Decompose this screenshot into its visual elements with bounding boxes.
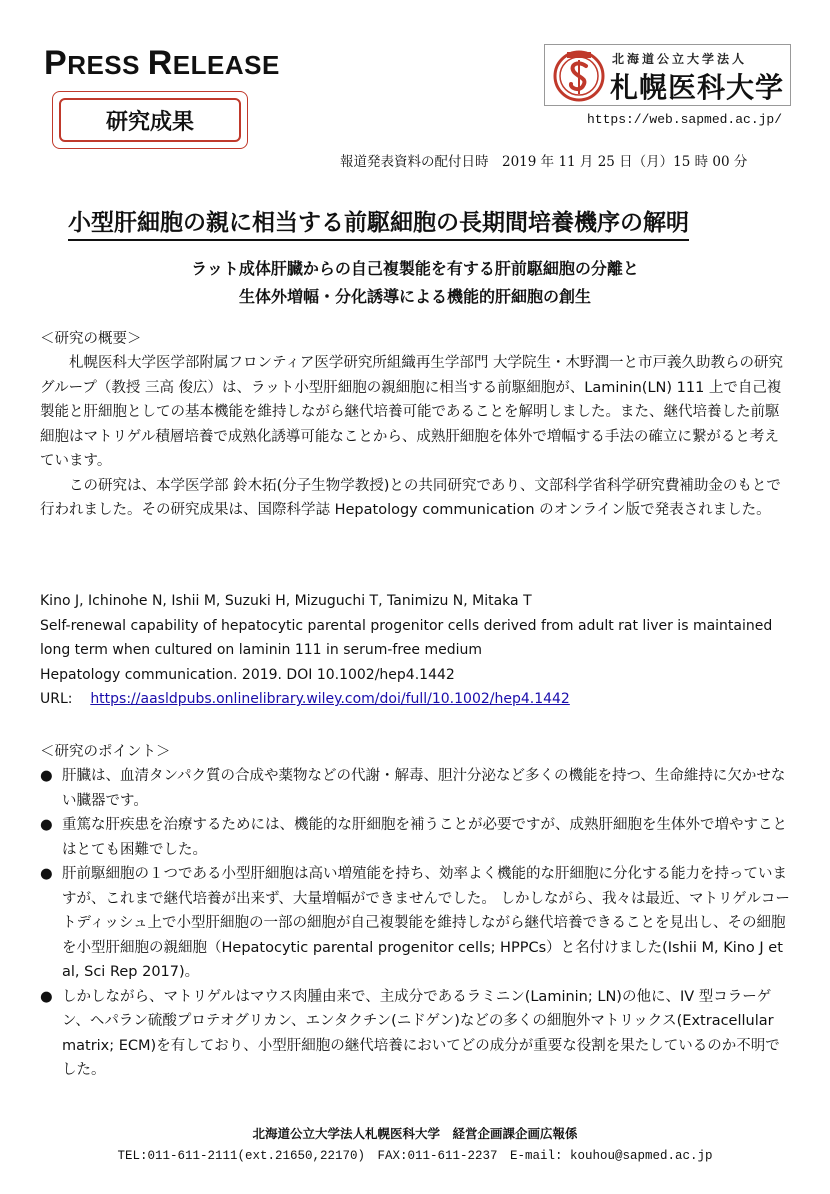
overview-body [40, 351, 792, 523]
overview-paragraph-1: 札幌医科大学医学部附属フロンティア医学研究所組織再生学部門 大学院生・木野潤一と市戸義久助教らの研究グループ（教授 三高 俊広）は、ラット小型肝細胞の親細胞に相当する前駆細胞が、Laminin(LN) 111 上で自己複製能と肝細胞としての基本機能を維持しながら継代培養可能であることを解明しました。また、継代培養した前駆細胞はマトリゲル積層培養で成熟化誘導可能なことから、成熟肝細胞を体外で増幅する手法の確立に繋がると考えています。 [40, 355, 783, 469]
reference-authors: Kino J, Ichinohe N, Ishii M, Suzuki H, Mizuguchi T, Tanimizu N, Mitaka T [40, 593, 532, 609]
list-item [40, 862, 792, 985]
reference-url-link[interactable]: https://aasldpubs.onlinelibrary.wiley.com/doi/full/10.1002/hep4.1442 [90, 691, 570, 707]
list-item [40, 985, 792, 1083]
subtitle-line-1: ラット成体肝臓からの自己複製能を有する肝前駆細胞の分離と [191, 259, 639, 278]
bullet-icon: ● [40, 768, 53, 784]
footer-contact: TEL:011-611-2111(ext.21650,22170) FAX:011-611-2237 E-mail: kouhou@sapmed.ac.jp [117, 1149, 713, 1163]
list-item [40, 764, 792, 813]
bullet-icon: ● [40, 866, 53, 882]
overview-heading: ＜研究の概要＞ [40, 331, 142, 347]
university-subtitle: 北海道公立大学法人 [612, 52, 748, 66]
points-heading: ＜研究のポイント＞ [40, 744, 171, 760]
point-text: 重篤な肝疾患を治療するためには、機能的な肝細胞を補うことが必要ですが、成熟肝細胞を生体外で増やすことはとても困難でした。 [62, 817, 787, 858]
press-release-title [44, 44, 280, 83]
point-text: 肝前駆細胞の１つである小型肝細胞は高い増殖能を持ち、効率よく機能的な肝細胞に分化する能力を持っていますが、これまで継代培養が出来ず、大量増幅ができませんでした。 しかしながら、我々は最近、マトリゲルコートディッシュ上で小型肝細胞の一部の細胞が自己複製能を維持しながら継代培養できることを見出し、その細胞を小型肝細胞の親細胞（Hepatocytic parental progenitor cells; HPPCs）と名付けました(Ishii M, Kino J et al, Sci Rep 2017)。 [62, 866, 790, 980]
university-seal-icon [552, 48, 606, 102]
university-name: 札幌医科大学 [610, 71, 785, 104]
release-date: 報道発表資料の配付日時 2019 年 11 月 25 日（月）15 時 00 分 [340, 154, 748, 170]
bullet-icon: ● [40, 988, 53, 1005]
university-url[interactable]: https://web.sapmed.ac.jp/ [587, 112, 783, 127]
points-list [40, 764, 792, 1083]
reference-url-label: URL: [40, 691, 73, 707]
overview-paragraph-2: この研究は、本学医学部 鈴木拓(分子生物学教授)との共同研究であり、文部科学省科学研究費補助金のもとで行われました。その研究成果は、国際科学誌 Hepatology communication のオンライン版で発表されました。 [40, 477, 781, 518]
point-text: 肝臓は、血清タンパク質の合成や薬物などの代謝・解毒、胆汁分泌など多くの機能を持つ、生命維持に欠かせない臓器です。 [62, 768, 786, 809]
main-title: 小型肝細胞の親に相当する前駆細胞の長期間培養機序の解明 [68, 204, 689, 241]
point-text: しかしながら、マトリゲルはマウス肉腫由来で、主成分であるラミニン(Laminin; LN)の他に、IV 型コラーゲン、ヘパラン硫酸プロテオグリカン、エンタクチン(ニドゲン)などの多くの細胞外マトリックス(Extracellular matrix; ECM)を有しており、小型肝細胞の継代培養においてどの成分が重要な役割を果たしているのか不明でした。 [62, 988, 780, 1078]
press-release-cap-r: R [147, 44, 173, 82]
bullet-icon: ● [40, 817, 53, 833]
category-badge: 研究成果 [59, 98, 241, 142]
reference-title: Self-renewal capability of hepatocytic parental progenitor cells derived from adult rat liver is maintained long term when cultured on laminin 111 in serum-free medium [40, 617, 773, 658]
press-release-cap-p: P [44, 44, 68, 82]
list-item [40, 813, 792, 862]
subtitle-line-2: 生体外増幅・分化誘導による機能的肝細胞の創生 [238, 287, 591, 306]
press-release-part2: ELEASE [172, 50, 280, 80]
reference-journal: Hepatology communication. 2019. DOI 10.1002/hep4.1442 [40, 666, 455, 683]
press-release-part1: RESS [67, 50, 148, 80]
reference-block [40, 589, 792, 712]
reference-url-row [40, 687, 792, 712]
footer-organization: 北海道公立大学法人札幌医科大学 経営企画課企画広報係 [252, 1126, 578, 1141]
